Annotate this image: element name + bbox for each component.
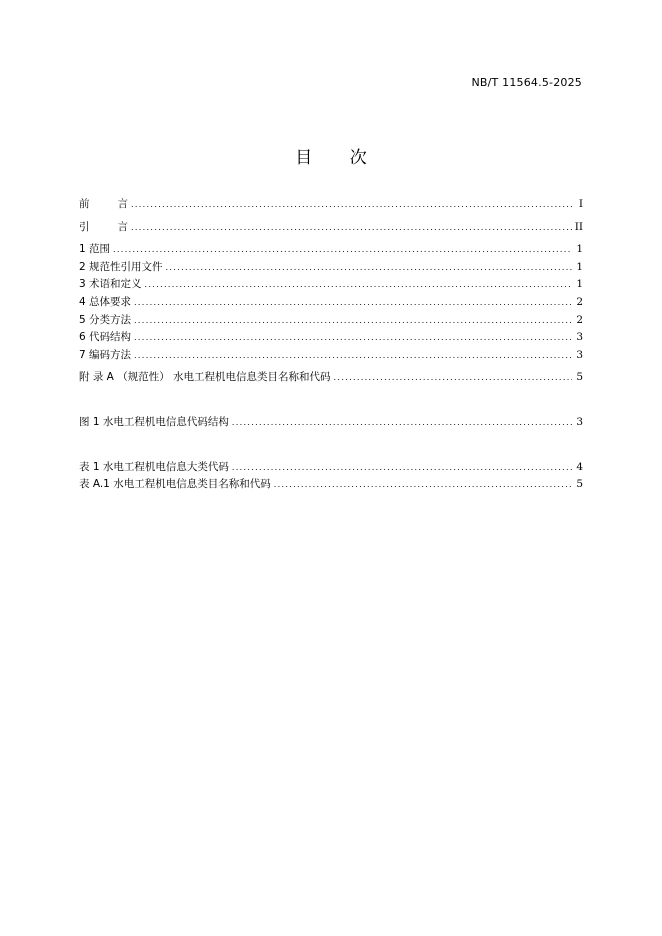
toc-entry-coding-method[interactable] xyxy=(79,347,583,365)
toc-entry-table-1[interactable] xyxy=(79,459,583,477)
toc-entry-label: 4 总体要求 xyxy=(79,295,132,308)
toc-leader-dots xyxy=(274,476,572,494)
toc-entry-label: 附 录 A （规范性） 水电工程机电信息类目名称和代码 xyxy=(79,371,331,384)
toc-title: 目 次 xyxy=(295,148,383,168)
toc-page-number: 3 xyxy=(576,331,583,344)
toc-entry-label: 1 范围 xyxy=(79,243,111,256)
toc-page-number: 3 xyxy=(576,348,583,361)
toc-leader-dots xyxy=(131,196,572,214)
toc-entry-label: 图 1 水电工程机电信息代码结构 xyxy=(79,415,229,428)
toc-entry-label: 5 分类方法 xyxy=(79,313,132,326)
toc-leader-dots xyxy=(134,347,572,365)
toc-leader-dots xyxy=(134,312,572,330)
toc-page-number: I xyxy=(578,198,583,210)
toc-leader-dots xyxy=(134,294,572,312)
toc-leader-dots xyxy=(145,276,572,294)
toc-entry-foreword[interactable] xyxy=(79,196,583,214)
toc-entry-general-requirements[interactable] xyxy=(79,294,583,312)
toc-page-number: 1 xyxy=(576,278,583,291)
toc-entry-introduction[interactable] xyxy=(79,219,583,237)
toc-leader-dots xyxy=(166,259,572,277)
toc-entry-label: 2 规范性引用文件 xyxy=(79,260,163,273)
toc-entry-label: 7 编码方法 xyxy=(79,348,132,361)
toc-entry-scope[interactable] xyxy=(79,241,583,259)
toc-entry-normative-references[interactable] xyxy=(79,259,583,277)
toc-entry-label: 6 代码结构 xyxy=(79,331,132,344)
toc-entry-label: 前 言 xyxy=(79,198,128,210)
toc-entry-figure-1[interactable] xyxy=(79,414,583,432)
toc-page-number: 4 xyxy=(576,460,583,473)
table-of-contents xyxy=(79,196,583,494)
toc-entry-label: 3 术语和定义 xyxy=(79,278,142,291)
toc-page-number: 3 xyxy=(576,415,583,428)
toc-page-number: 2 xyxy=(576,313,583,326)
toc-entry-label: 引 言 xyxy=(79,220,128,233)
toc-entry-label: 表 A.1 水电工程机电信息类目名称和代码 xyxy=(79,478,271,491)
toc-leader-dots xyxy=(334,369,572,387)
toc-page-number: 5 xyxy=(576,371,583,384)
toc-leader-dots xyxy=(232,459,572,477)
toc-entry-code-structure[interactable] xyxy=(79,329,583,347)
toc-entry-terms-definitions[interactable] xyxy=(79,276,583,294)
toc-page-number: 5 xyxy=(576,478,583,491)
toc-leader-dots xyxy=(131,219,572,237)
toc-leader-dots xyxy=(113,241,572,259)
toc-page-number: II xyxy=(574,220,583,233)
toc-entry-table-a1[interactable] xyxy=(79,476,583,494)
toc-entry-annex-a[interactable] xyxy=(79,369,583,387)
toc-leader-dots xyxy=(134,329,572,347)
toc-page-number: 1 xyxy=(576,243,583,256)
toc-entry-classification-method[interactable] xyxy=(79,312,583,330)
toc-page-number: 2 xyxy=(576,295,583,308)
document-code: NB/T 11564.5-2025 xyxy=(471,76,582,89)
toc-leader-dots xyxy=(232,414,572,432)
toc-page-number: 1 xyxy=(576,260,583,273)
toc-entry-label: 表 1 水电工程机电信息大类代码 xyxy=(79,460,229,473)
